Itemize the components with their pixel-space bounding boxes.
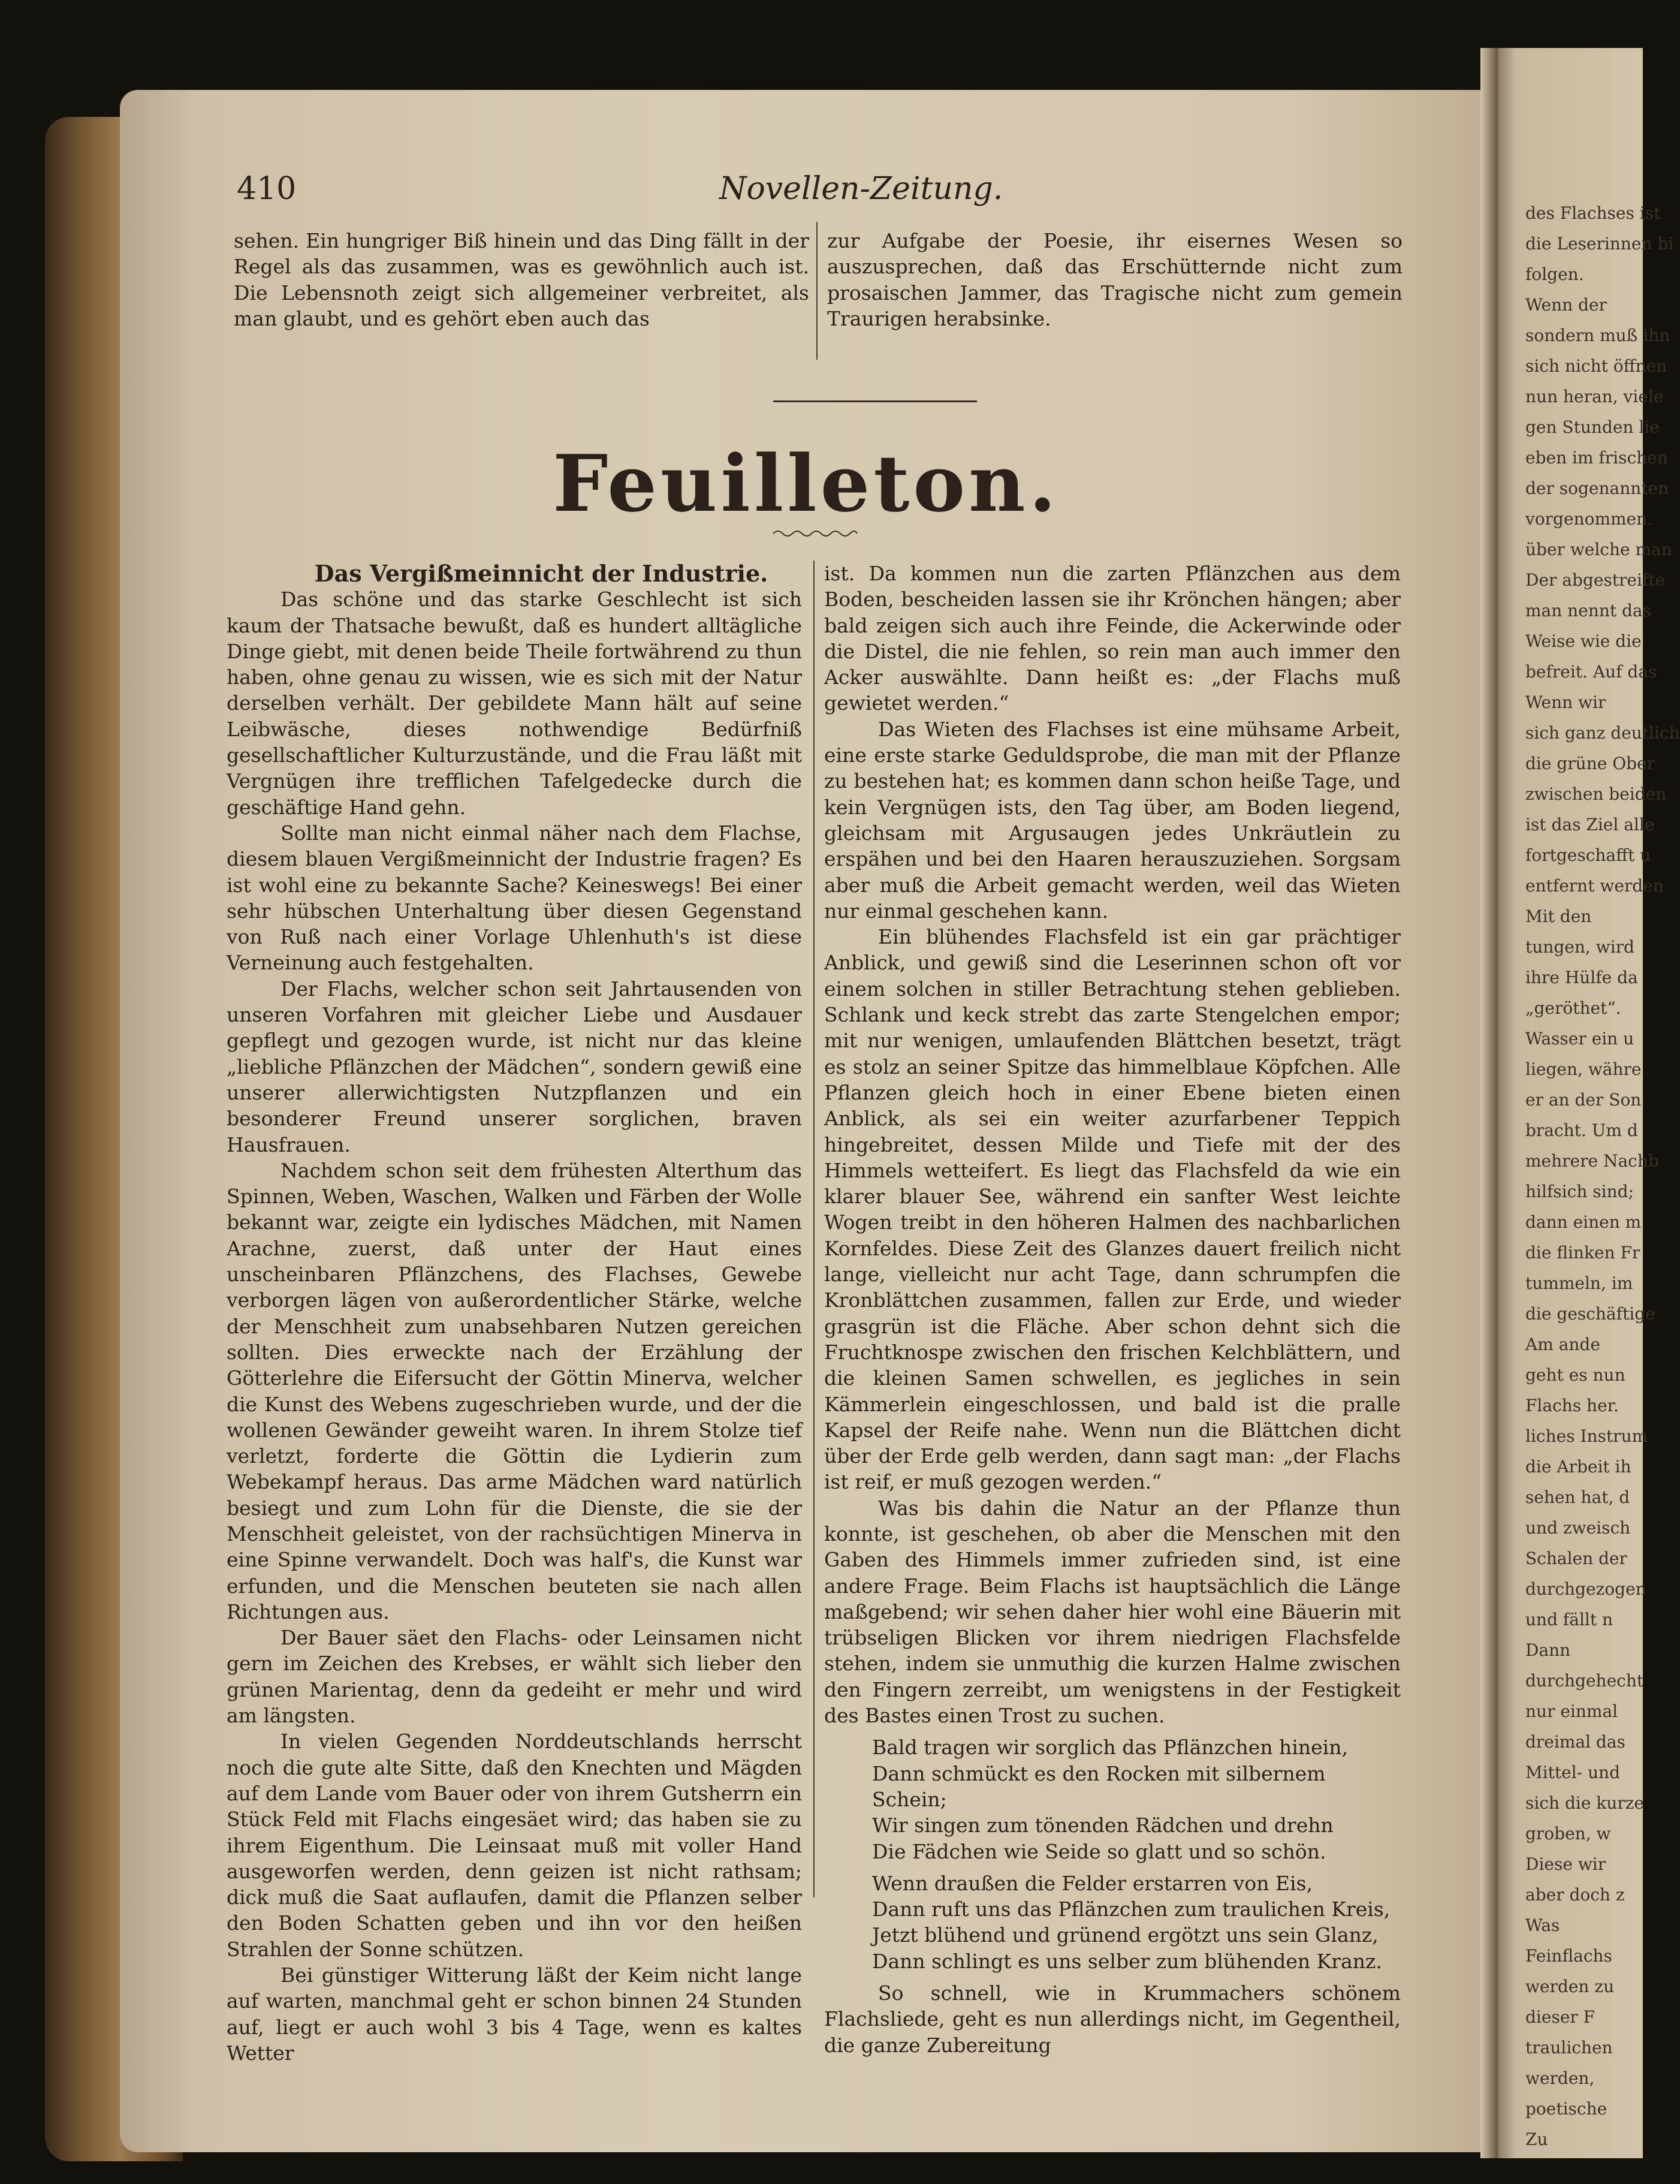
facing-line: liches Instrum: [1525, 1426, 1648, 1446]
facing-line: traulichen: [1525, 2038, 1613, 2058]
facing-line: befreit. Auf das: [1525, 662, 1657, 682]
paragraph: Ein blühendes Flachsfeld ist ein gar prächtiger Anblick, und gewiß sind die Leserinnen schon oft vor einem solchen in stiller Betrachtung stehen geblieben. Schlank und keck strebt das zarte Stengelchen empor; mit nur wenigen, umlaufenden Blättchen besetzt, trägt es stolz an seiner Spitze das himmelblaue Köpfchen. Alle Pflanzen gleich hoch in einer Ebene bieten einen Anblick, als sei ein weiter azurfarbener Teppich hingebreitet, dessen Milde und Tiefe mit der des Himmels wetteifert. Es liegt das Flachsfeld da wie ein klarer blauer See, während ein sanfter West leichte Wogen treibt in den höheren Halmen des nachbarlichen Kornfeldes. Diese Zeit des Glanzes dauert freilich nicht lange, vielleicht nur acht Tage, dann schrumpfen die Kronblättchen zusammen, fallen zur Erde, und wieder grasgrün ist die Fläche. Aber schon dehnt sich die Fruchtknospe zwischen den frischen Kelchblättern, und die kleinen Samen schwellen, es jegliches in sein Kämmerlein eingeschlossen, und bald ist die pralle Kapsel der Reife nahe. Wenn nun die Blättchen dicht über der Erde gelb werden, dann sagt man: „der Flachs ist reif, er muß gezogen werden.“: [824, 925, 1401, 1494]
paragraph: In vielen Gegenden Norddeutschlands herrscht noch die gute alte Sitte, daß den Knechten und Mägden auf dem Lande vom Bauer oder von ihrem Gutsherrn ein Stück Feld mit Flachs eingesäet wird; das haben sie zu ihrem Eigenthum. Die Leinsaat muß mit voller Hand ausgeworfen werden, denn geizen ist nicht rathsam; dick muß die Saat auflaufen, damit die Pflanzen selber den Boden Schatten geben und ihn vor den heißen Strahlen der Sonne schützen.: [227, 1730, 802, 1961]
paragraph: Sollte man nicht einmal näher nach dem Flachse, diesem blauen Vergißmeinnicht der Industrie fragen? Es ist wohl eine zu bekannte Sache? Keineswegs! Bei einer sehr hübschen Unterhaltung über diesen Gegenstand von Ruß nach einer Vorlage Uhlenhuth's ist diese Verneinung auch festgehalten.: [227, 821, 802, 975]
facing-page-text: [1525, 198, 1680, 2155]
ornamental-wave-divider: [773, 528, 857, 540]
facing-line: sich nicht öffnen: [1525, 356, 1667, 376]
paragraph: So schnell, wie in Krummachers schönem Flachsliede, geht es nun allerdings nicht, im Gegentheil, die ganze Zubereitung: [824, 1981, 1401, 2057]
facing-line: Wasser ein u: [1525, 1029, 1634, 1049]
facing-line: werden,: [1525, 2068, 1595, 2088]
running-title: Novellen-Zeitung.: [719, 171, 1003, 207]
facing-line: eben im frischen: [1525, 448, 1668, 468]
facing-line: und zweisch: [1525, 1518, 1631, 1538]
facing-line: Weise wie die: [1525, 631, 1642, 651]
poem-line: Wenn draußen die Felder erstarren von Eis,: [872, 1871, 1313, 1895]
facing-line: Dann: [1525, 1640, 1571, 1660]
paragraph: ist. Da kommen nun die zarten Pflänzchen aus dem Boden, bescheiden lassen sie ihr Krönchen hängen; aber bald zeigen sich auch ihre Feinde, die Ackerwinde oder die Distel, die nie fehlen, so rein man auch immer den Acker auswählte. Dann heißt es: „der Flachs muß gewietet werden.“: [824, 562, 1401, 715]
poem-line: Dann schmückt es den Rocken mit silbernem Schein;: [872, 1761, 1326, 1811]
poem-stanza-1: [872, 1734, 1401, 1864]
facing-line: Der abgestreifte: [1525, 570, 1666, 590]
paragraph: Der Bauer säet den Flachs- oder Leinsamen nicht gern im Zeichen des Krebses, er wählt sich lieber den grünen Marientag, denn da gedeiht er mehr und wird am längsten.: [227, 1626, 802, 1728]
paragraph: Was bis dahin die Natur an der Pflanze thun konnte, ist geschehen, ob aber die Menschen mit den Gaben des Himmels immer zufrieden sind, ist eine andere Frage. Beim Flachs ist hauptsächlich die Länge maßgebend; wir sehen daher hier wohl eine Bäuerin mit trübseligen Blicken vor ihrem niedrigen Flachsfelde stehen, indem sie unmuthig die kurzen Halme zwischen den Fingern zerreibt, um wenigstens in der Festigkeit des Bastes einen Trost zu suchen.: [824, 1496, 1401, 1728]
facing-line: entfernt werden: [1525, 876, 1664, 896]
poem-line: Bald tragen wir sorglich das Pflänzchen hinein,: [872, 1736, 1348, 1760]
facing-line: sich ganz deutlich: [1525, 723, 1680, 743]
facing-line: Flachs her.: [1525, 1396, 1619, 1415]
section-divider: [773, 400, 977, 402]
facing-line: folgen.: [1525, 264, 1584, 284]
facing-line: sondern muß ihn: [1525, 326, 1670, 345]
facing-line: groben, w: [1525, 1824, 1611, 1843]
facing-line: die Leserinnen bi: [1525, 234, 1674, 254]
facing-line: die flinken Fr: [1525, 1243, 1640, 1263]
facing-line: sehen hat, d: [1525, 1487, 1630, 1507]
paragraph: Der Flachs, welcher schon seit Jahrtausenden von unseren Vorfahren mit gleicher Liebe und Ausdauer gepflegt und gezogen wurde, ist nicht nur das kleine „liebliche Pflänzchen der Mädchen“, sondern gewiß eine unserer allerwichtigsten Nutzpflanzen und ein besonderer Freund unserer sorglichen, braven Hausfrauen.: [227, 977, 802, 1156]
facing-line: der sogenannten: [1525, 478, 1669, 498]
facing-line: man nennt das: [1525, 601, 1651, 620]
facing-line: Mittel- und: [1525, 1763, 1621, 1782]
facing-line: liegen, währe: [1525, 1059, 1642, 1079]
facing-line: fortgeschafft u: [1525, 845, 1651, 865]
paragraph: Das schöne und das starke Geschlecht ist sich kaum der Thatsache bewußt, daß es hundert alltägliche Dinge giebt, mit denen beide Theile fortwährend zu thun haben, ohne genau zu wissen, wie es sich mit der Natur derselben verhält. Der gebildete Mann hält auf seine Leibwäsche, dieses nothwendige Bedürfniß gesellschaftlicher Kulturzustände, und die Frau läßt mit Vergnügen ihre trefflichen Tafelgedecke durch die geschäftige Hand gehn.: [227, 588, 802, 819]
facing-line: Diese wir: [1525, 1854, 1606, 1874]
facing-line: Wenn der: [1525, 295, 1607, 315]
facing-line: über welche man: [1525, 540, 1672, 559]
facing-line: er an der Son: [1525, 1090, 1642, 1110]
facing-line: des Flachses ist: [1525, 203, 1661, 223]
facing-line: bracht. Um d: [1525, 1120, 1638, 1140]
article-title: Das Vergißmeinnicht der Industrie.: [314, 560, 768, 587]
facing-line: vorgenommen.: [1525, 509, 1653, 529]
facing-line: Zu: [1525, 2129, 1548, 2149]
column-rule-article: [813, 561, 815, 1897]
facing-line: nur einmal: [1525, 1701, 1618, 1721]
facing-line: Wenn wir: [1525, 692, 1606, 712]
facing-line: Was: [1525, 1915, 1560, 1935]
paragraph: Bei günstiger Witterung läßt der Keim nicht lange auf warten, manchmal geht er schon binnen 24 Stunden auf, liegt er auch wohl 3 bis 4 Tage, wenn es kaltes Wetter: [227, 1963, 802, 2065]
facing-line: tummeln, im: [1525, 1273, 1633, 1293]
facing-line: Schalen der: [1525, 1549, 1627, 1568]
facing-line: dreimal das: [1525, 1732, 1625, 1752]
poem-line: Wir singen zum tönenden Rädchen und drehn: [872, 1814, 1334, 1837]
facing-line: die grüne Ober: [1525, 754, 1655, 773]
facing-line: aber doch z: [1525, 1885, 1625, 1905]
facing-line: gen Stunden lie: [1525, 417, 1660, 437]
facing-line: die Arbeit ih: [1525, 1457, 1631, 1477]
facing-line: mehrere Nachb: [1525, 1151, 1659, 1171]
facing-line: nun heran, viele: [1525, 387, 1664, 406]
facing-line: zwischen beiden: [1525, 784, 1667, 804]
facing-line: Feinflachs: [1525, 1946, 1612, 1966]
poem-stanza-2: [872, 1870, 1401, 1974]
facing-line: die geschäftige: [1525, 1304, 1655, 1324]
paragraph: Das Wieten des Flachses ist eine mühsame Arbeit, eine erste starke Geduldsprobe, die man mit der Pflanze zu bestehen hat; es kommen dann schon heiße Tage, und kein Vergnügen ists, den Tag über, am Boden liegend, gleichsam mit Argusaugen jedes Unkräutlein zu erspähen und bei den Haaren herauszuziehen. Sorgsam aber muß die Arbeit gemacht werden, weil das Wieten nur einmal geschehen kann.: [824, 717, 1401, 923]
facing-line: Mit den: [1525, 906, 1592, 926]
poem-line: Jetzt blühend und grünend ergötzt uns sein Glanz,: [872, 1923, 1379, 1947]
top-continuation-left: sehen. Ein hungriger Biß hinein und das Ding fällt in der Regel als das zusammen, was es gewöhnlich auch ist. Die Lebensnoth zeigt sich allgemeiner verbreitet, als man glaubt, und es gehört eben auch das: [234, 229, 809, 330]
article-column-left: [227, 561, 802, 2066]
facing-line: poetische: [1525, 2099, 1607, 2119]
facing-line: und fällt n: [1525, 1610, 1613, 1629]
facing-line: durchgehecht: [1525, 1671, 1644, 1691]
facing-line: hilfsich sind;: [1525, 1182, 1634, 1201]
poem-line: Dann schlingt es uns selber zum blühenden Kranz.: [872, 1949, 1382, 1973]
facing-line: sich die kurze: [1525, 1793, 1644, 1813]
section-title: Feuilleton.: [553, 438, 1060, 529]
article-column-right: [824, 561, 1401, 2058]
facing-line: Am ande: [1525, 1335, 1600, 1354]
column-rule-top: [816, 222, 818, 360]
facing-line: dieser F: [1525, 2007, 1595, 2027]
facing-line: dann einen m: [1525, 1212, 1642, 1232]
facing-line: ihre Hülfe da: [1525, 968, 1638, 987]
facing-line: ist das Ziel alle: [1525, 815, 1655, 835]
poem-line: Dann ruft uns das Pflänzchen zum traulichen Kreis,: [872, 1897, 1391, 1921]
poem-line: Die Fädchen wie Seide so glatt und so schön.: [872, 1839, 1326, 1863]
facing-line: tungen, wird: [1525, 937, 1634, 957]
top-continuation-right: zur Aufgabe der Poesie, ihr eisernes Wesen so auszusprechen, daß das Erschütternde nicht zum prosaischen Jammer, das Tragische nicht zum gemein Traurigen herabsinke.: [827, 229, 1402, 330]
page-number: 410: [237, 171, 297, 207]
facing-line: „geröthet“.: [1525, 998, 1621, 1018]
facing-line: werden zu: [1525, 1977, 1615, 1996]
facing-line: geht es nun: [1525, 1365, 1625, 1385]
paragraph: Nachdem schon seit dem frühesten Alterthum das Spinnen, Weben, Waschen, Walken und Färben der Wolle bekannt war, zeigte ein lydisches Mädchen, mit Namen Arachne, zuerst, daß unter der Haut eines unscheinbaren Pflänzchens, des Flachses, Gewebe verborgen lägen von außerordentlicher Stärke, welche der Menschheit zum unabsehbaren Nutzen gereichen sollten. Dies erweckte nach der Erzählung der Götterlehre die Eifersucht der Göttin Minerva, welcher die Kunst des Webens zugeschrieben wurde, und der die wollenen Gewänder geweiht waren. In ihrem Stolze tief verletzt, forderte die Göttin die Lydierin zum Webekampf heraus. Das arme Mädchen ward natürlich besiegt und zum Lohn für die Dienste, die sie der Menschheit geleistet, von der rachsüchtigen Minerva in eine Spinne verwandelt. Doch was half's, die Kunst war erfunden, und die Menschen beuteten sie nach allen Richtungen aus.: [227, 1158, 802, 1623]
facing-line: durchgezogen: [1525, 1579, 1646, 1599]
